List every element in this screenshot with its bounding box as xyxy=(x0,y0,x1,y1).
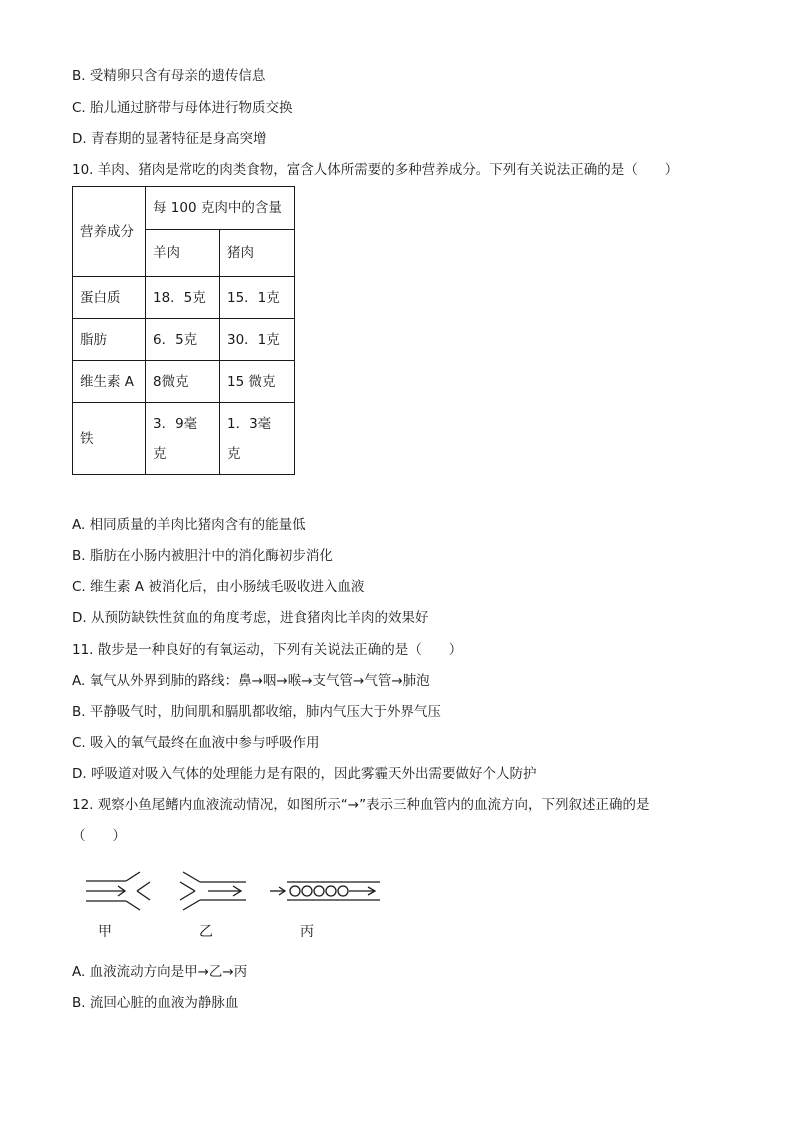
vessel-yi-diagram xyxy=(180,872,246,910)
question-12-stem: 12. 观察小鱼尾鳍内血液流动情况，如图所示“→”表示三种血管内的血流方向，下列叙述正确的是 xyxy=(72,797,650,813)
pork-value: 15 微克 xyxy=(220,361,295,403)
blood-vessel-figure xyxy=(80,868,400,918)
mutton-value: 18．5克 xyxy=(146,277,220,319)
pork-value-line1: 1．3毫 xyxy=(227,415,272,432)
mutton-value xyxy=(146,403,220,475)
q11-option-c: C. 吸入的氧气最终在血液中参与呼吸作用 xyxy=(72,735,320,751)
q10-option-d: D. 从预防缺铁性贫血的角度考虑，进食猪肉比羊肉的效果好 xyxy=(72,610,429,626)
q11-option-d: D. 呼吸道对吸入气体的处理能力是有限的，因此雾霾天外出需要做好个人防护 xyxy=(72,766,537,782)
q12-option-b: B. 流回心脏的血液为静脉血 xyxy=(72,995,239,1011)
figure-label-jia: 甲 xyxy=(98,924,112,940)
col-header-mutton: 羊肉 xyxy=(146,230,220,277)
q11-option-b: B. 平静吸气时，肋间肌和膈肌都收缩，肺内气压大于外界气压 xyxy=(72,704,441,720)
option-b-prev: B. 受精卵只含有母亲的遗传信息 xyxy=(72,68,266,84)
q11-option-a: A. 氧气从外界到肺的路线：鼻→咽→喉→支气管→气管→肺泡 xyxy=(72,673,430,689)
mutton-value-line1: 3．9毫 xyxy=(153,415,198,432)
table-row xyxy=(73,319,295,361)
option-d-prev: D. 青春期的显著特征是身高突增 xyxy=(72,131,267,147)
mutton-value: 8微克 xyxy=(146,361,220,403)
pork-value-line2: 克 xyxy=(227,445,241,462)
q10-option-a: A. 相同质量的羊肉比猪肉含有的能量低 xyxy=(72,517,306,533)
q12-option-a: A. 血液流动方向是甲→乙→丙 xyxy=(72,964,248,980)
q10-option-b: B. 脂肪在小肠内被胆汁中的消化酶初步消化 xyxy=(72,548,333,564)
pork-value: 15．1克 xyxy=(220,277,295,319)
option-c-prev: C. 胎儿通过脐带与母体进行物质交换 xyxy=(72,100,293,116)
nutrient-name: 铁 xyxy=(73,403,146,475)
q10-option-c: C. 维生素 A 被消化后，由小肠绒毛吸收进入血液 xyxy=(72,579,365,595)
nutrition-table xyxy=(72,186,295,475)
vessel-jia-diagram xyxy=(86,872,150,910)
group-header-cell: 每 100 克肉中的含量 xyxy=(146,187,295,230)
vessel-bing-diagram xyxy=(270,882,380,900)
nutrient-name: 蛋白质 xyxy=(73,277,146,319)
pork-value xyxy=(220,403,295,475)
row-header-cell: 营养成分 xyxy=(73,187,146,277)
pork-value: 30．1克 xyxy=(220,319,295,361)
figure-label-bing: 丙 xyxy=(300,924,314,940)
question-12-stem-cont: （ ） xyxy=(72,828,126,844)
nutrient-name: 维生素 A xyxy=(73,361,146,403)
table-row xyxy=(73,403,295,475)
mutton-value: 6．5克 xyxy=(146,319,220,361)
question-11-stem: 11. 散步是一种良好的有氧运动，下列有关说法正确的是（ ） xyxy=(72,642,463,658)
table-row xyxy=(73,277,295,319)
question-10-stem: 10. 羊肉、猪肉是常吃的肉类食物，富含人体所需要的多种营养成分。下列有关说法正确的是（ ） xyxy=(72,162,679,178)
col-header-pork: 猪肉 xyxy=(220,230,295,277)
nutrient-name: 脂肪 xyxy=(73,319,146,361)
figure-label-yi: 乙 xyxy=(199,924,213,940)
table-row xyxy=(73,361,295,403)
mutton-value-line2: 克 xyxy=(153,445,167,462)
